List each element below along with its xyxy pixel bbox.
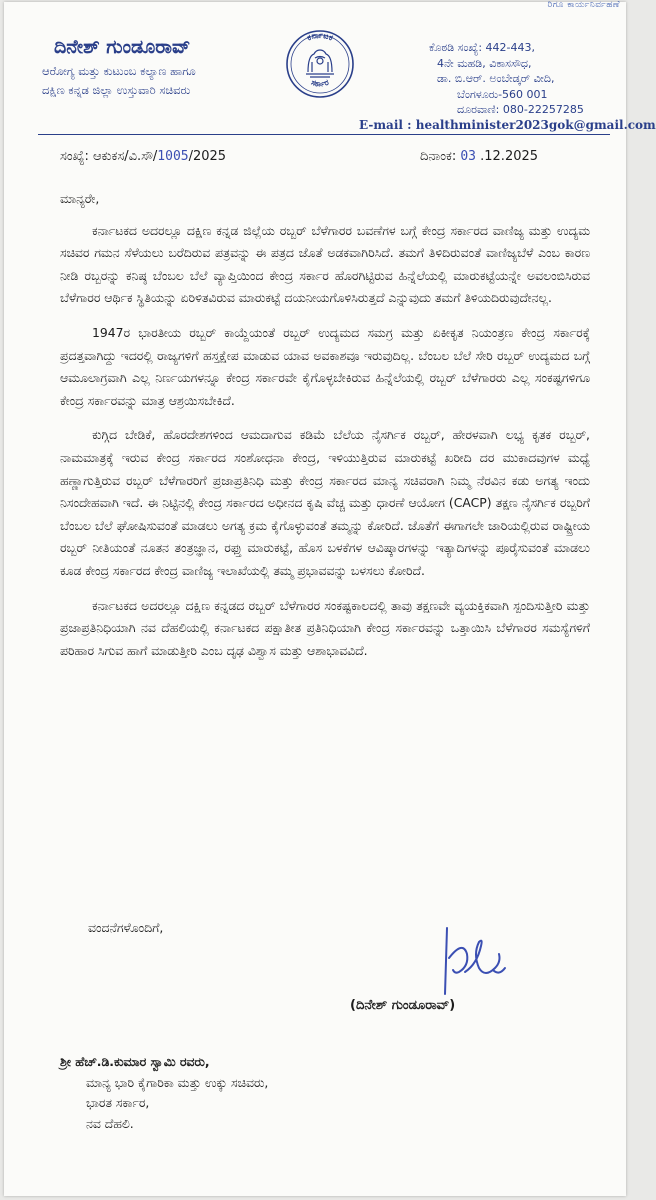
designation-line: ದಕ್ಷಿಣ ಕನ್ನಡ ಜಿಲ್ಲಾ ಉಸ್ತುವಾರಿ ಸಚಿವರು xyxy=(42,83,191,97)
recipient-line: ಭಾರತ ಸರ್ಕಾರ, xyxy=(86,1095,150,1111)
address-line: ಡಾ. ಬಿ.ಆರ್. ಅಂಬೇಡ್ಕರ್ ವೀದಿ, xyxy=(437,72,555,86)
address-line: ಬೆಂಗಳೂರು-560 001 xyxy=(457,87,548,101)
recipient-line: ಮಾನ್ಯ ಭಾರಿ ಕೈಗಾರಿಕಾ ಮತ್ತು ಉಕ್ಕು ಸಚಿವರು, xyxy=(86,1074,269,1090)
salutation: ಮಾನ್ಯರೇ, xyxy=(60,191,100,206)
date-month-year: .12.2025 xyxy=(476,149,539,164)
office-address xyxy=(429,40,619,118)
phone-line: ದೂರವಾಣಿ: 080-22257285 xyxy=(457,103,584,117)
corner-stamp-text: ರಿಗೂ ಕಾರ್ಯನಿರ್ವಹಣೆ xyxy=(547,0,620,10)
sender-name: ದಿನೇಶ್ ಗುಂಡೂರಾವ್ xyxy=(54,36,191,58)
reference-line xyxy=(60,149,600,171)
recipient-block xyxy=(60,1052,268,1134)
handwritten-reference-number: 1005 xyxy=(157,149,189,164)
letter-page xyxy=(4,0,656,1196)
reference-number xyxy=(60,149,226,164)
handwritten-signature xyxy=(429,924,519,996)
svg-text:ಸರ್ಕಾರ xyxy=(310,78,331,89)
header-divider xyxy=(38,134,610,135)
emblem-text-bottom: ಸರ್ಕಾರ xyxy=(310,77,330,89)
signatory-name: (ದಿನೇಶ್ ಗುಂಡೂರಾವ್) xyxy=(350,998,456,1013)
email-address: E-mail : healthminister2023gok@gmail.com xyxy=(359,118,656,132)
letter-date xyxy=(420,149,538,164)
date-label: ದಿನಾಂಕ: xyxy=(420,149,461,164)
designation-line: ಆರೋಗ್ಯ ಮತ್ತು ಕುಟುಂಬ ಕಲ್ಯಾಣ ಹಾಗೂ xyxy=(42,64,196,78)
reference-year: /2025 xyxy=(188,149,227,164)
letter-body xyxy=(60,188,590,674)
sender-designation xyxy=(42,62,282,100)
state-emblem-icon xyxy=(284,26,356,102)
address-line: ಕೊಠಡಿ ಸಂಖ್ಯೆ: 442-443, xyxy=(429,41,535,54)
handwritten-date-day: 03 xyxy=(460,149,476,164)
reference-label: ಸಂಖ್ಯೆ: ಆಕುಕಸ/ವಿ.ಸೌ/ xyxy=(60,149,158,164)
body-paragraph: 1947ರ ಭಾರತೀಯ ರಬ್ಬರ್ ಕಾಯ್ದೆಯಂತೆ ರಬ್ಬರ್ ಉದ್ಯಮದ ಸಮಗ್ರ ಮತ್ತು ಏಕೀಕೃತ ನಿಯಂತ್ರಣ ಕೇಂದ್ರ ಸರ್ಕಾರಕ್ಕೆ ಪ್ರದತ್ತವಾಗಿದ್ದು ಇದರಲ್ಲಿ ರಾಜ್ಯಗಳಿಗೆ ಹಸ್ತಕ್ಷೇಪ ಮಾಡುವ ಯಾವ ಅವಕಾಶವೂ ಇರುವುದಿಲ್ಲ. ಬೆಂಬಲ ಬೆಲೆ ಸೇರಿ ರಬ್ಬರ್ ಉದ್ಯಮದ ಬಗ್ಗೆ ಆಮೂಲಾಗ್ರವಾಗಿ ಎಲ್ಲ ನಿರ್ಣಯಗಳನ್ನೂ ಕೇಂದ್ರ ಸರ್ಕಾರವೇ ಕೈಗೊಳ್ಳಬೇಕಿರುವ ಹಿನ್ನೆಲೆಯಲ್ಲಿ ರಬ್ಬರ್ ಬೆಳೆಗಾರರು ಎಲ್ಲ ಸಂಕಷ್ಟಗಳಿಗೂ ಕೇಂದ್ರ ಸರ್ಕಾರವನ್ನು ಮಾತ್ರ ಆಶ್ರಯಿಸಬೇಕಿದೆ. xyxy=(60,324,590,408)
body-paragraph: ಕರ್ನಾಟಕದ ಅದರಲ್ಲೂ ದಕ್ಷಿಣ ಕನ್ನಡ ಜಿಲ್ಲೆಯ ರಬ್ಬರ್ ಬೆಳೆಗಾರರ ಬವಣೆಗಳ ಬಗ್ಗೆ ಕೇಂದ್ರ ಸರ್ಕಾರದ ವಾಣಿಜ್ಯ ಮತ್ತು ಉದ್ಯಮ ಸಚಿವರ ಗಮನ ಸೆಳೆಯಲು ಬರೆದಿರುವ ಪತ್ರವನ್ನು ಈ ಪತ್ರದ ಜೊತೆ ಅಡಕವಾಗಿರಿಸಿದೆ. ತಮಗೆ ತಿಳಿದಿರುವಂತೆ ವಾಣಿಜ್ಯಬೆಳೆ ಎಂಬ ಕಾರಣ ನೀಡಿ ರಬ್ಬರನ್ನು ಕನಿಷ್ಠ ಬೆಂಬಲ ಬೆಲೆ ವ್ಯಾಪ್ತಿಯಿಂದ ಕೇಂದ್ರ ಸರ್ಕಾರ ಹೊರಗಿಟ್ಟಿರುವ ಹಿನ್ನೆಲೆಯಲ್ಲಿ ಮಾರುಕಟ್ಟೆಯನ್ನೇ ಅವಲಂಬಿಸಿರುವ ಬೆಳೆಗಾರರ ಆರ್ಥಿಕ ಸ್ಥಿತಿಯನ್ನು ಏರಿಳಿತವಿರುವ ಮಾರುಕಟ್ಟೆ ದಯನೀಯಗೊಳಿಸಿರುತ್ತದೆ ಎನ್ನುವುದು ತಮಗೆ ತಿಳಿಯದಿರುವುದೇನಲ್ಲ. xyxy=(60,222,590,306)
body-paragraph: ಕುಗ್ಗಿದ ಬೇಡಿಕೆ, ಹೊರದೇಶಗಳಿಂದ ಆಮದಾಗುವ ಕಡಿಮೆ ಬೆಲೆಯ ನೈಸರ್ಗಿಕ ರಬ್ಬರ್, ಹೇರಳವಾಗಿ ಲಭ್ಯ ಕೃತಕ ರಬ್ಬರ್, ನಾಮಮಾತ್ರಕ್ಕೆ ಇರುವ ಕೇಂದ್ರ ಸರ್ಕಾರದ ಸಂಶೋಧನಾ ಕೇಂದ್ರ, ಇಳಿಯುತ್ತಿರುವ ಮಾರುಕಟ್ಟೆ ಖರೀದಿ ದರ ಮುಕಾದವುಗಳ ಮಧ್ಯೆ ಹಣ್ಣಾಗುತ್ತಿರುವ ರಬ್ಬರ್ ಬೆಳೆಗಾರರಿಗೆ ಪ್ರಜಾಪ್ರತಿನಿಧಿ ಮತ್ತು ಕೇಂದ್ರ ಸರ್ಕಾರದ ಮಾನ್ಯ ಸಚಿವರಾಗಿ ನಿಮ್ಮ ನೆರವಿನ ಕಡು ಅಗತ್ಯ ಇಂದು ನಿಸಂದೇಹವಾಗಿ ಇದೆ. ಈ ನಿಟ್ಟಿನಲ್ಲಿ ಕೇಂದ್ರ ಸರ್ಕಾರದ ಅಧೀನದ ಕೃಷಿ ವೆಚ್ಚ ಮತ್ತು ಧಾರಣೆ ಆಯೋಗ (CACP) ತಕ್ಷಣ ನೈಸರ್ಗಿಕ ರಬ್ಬರಿಗೆ ಬೆಂಬಲ ಬೆಲೆ ಘೋಷಿಸುವಂತೆ ಮಾಡಲು ಅಗತ್ಯ ಕ್ರಮ ಕೈಗೊಳ್ಳುವಂತೆ ತಮ್ಮನ್ನು ಕೋರಿದೆ. ಜೊತೆಗೆ ಈಗಾಗಲೇ ಜಾರಿಯಲ್ಲಿರುವ ರಾಷ್ಟ್ರೀಯ ರಬ್ಬರ್ ನೀತಿಯಂತೆ ನೂತನ ತಂತ್ರಜ್ಞಾನ, ರಫ್ತು ಮಾರುಕಟ್ಟೆ, ಹೊಸ ಬಳಕೆಗಳ ಆವಿಷ್ಕಾರಗಳನ್ನು ಇತ್ಯಾದಿಗಳನ್ನು ಪೂರೈಸುವಂತೆ ಮಾಡಲು ಕೂಡ ಕೇಂದ್ರ ಸರ್ಕಾರದ ಕೇಂದ್ರ ವಾಣಿಜ್ಯ ಇಲಾಖೆಯಲ್ಲಿ ತಮ್ಮ ಪ್ರಭಾವವನ್ನು ಬಳಸಲು ಕೋರಿದೆ. xyxy=(60,427,590,578)
address-line: 4ನೇ ಮಹಡಿ, ವಿಕಾಸಸೌಧ, xyxy=(437,56,532,70)
closing-greeting: ವಂದನೆಗಳೊಂದಿಗೆ, xyxy=(88,920,164,935)
emblem-text-top: ಕರ್ನಾಟಕ xyxy=(305,30,335,43)
recipient-line: ನವ ದೆಹಲಿ. xyxy=(86,1115,134,1131)
body-paragraph: ಕರ್ನಾಟಕದ ಅದರಲ್ಲೂ ದಕ್ಷಿಣ ಕನ್ನಡದ ರಬ್ಬರ್ ಬೆಳೆಗಾರರ ಸಂಕಷ್ಟಕಾಲದಲ್ಲಿ ತಾವು ತಕ್ಷಣವೇ ವ್ಯಯಕ್ತಿಕವಾಗಿ ಸ್ಪಂದಿಸುತ್ತೀರಿ ಮತ್ತು ಪ್ರಜಾಪ್ರತಿನಿಧಿಯಾಗಿ ನವ ದೆಹಲಿಯಲ್ಲಿ ಕರ್ನಾಟಕದ ಪಕ್ಷಾತೀತ ಪ್ರತಿನಿಧಿಯಾಗಿ ಕೇಂದ್ರ ಸರ್ಕಾರವನ್ನು ಒತ್ತಾಯಿಸಿ ಬೆಳೆಗಾರರ ಸಮಸ್ಯೆಗಳಿಗೆ ಪರಿಹಾರ ಸಿಗುವ ಹಾಗೆ ಮಾಡುತ್ತೀರಿ ಎಂಬ ದೃಢ ವಿಶ್ವಾಸ ಮತ್ತು ಆಶಾಭಾವವಿದೆ. xyxy=(60,597,590,658)
sender-block xyxy=(42,36,282,100)
recipient-name: ಶ್ರೀ ಹೆಚ್.ಡಿ.ಕುಮಾರ ಸ್ವಾಮಿ ರವರು, xyxy=(60,1054,210,1069)
